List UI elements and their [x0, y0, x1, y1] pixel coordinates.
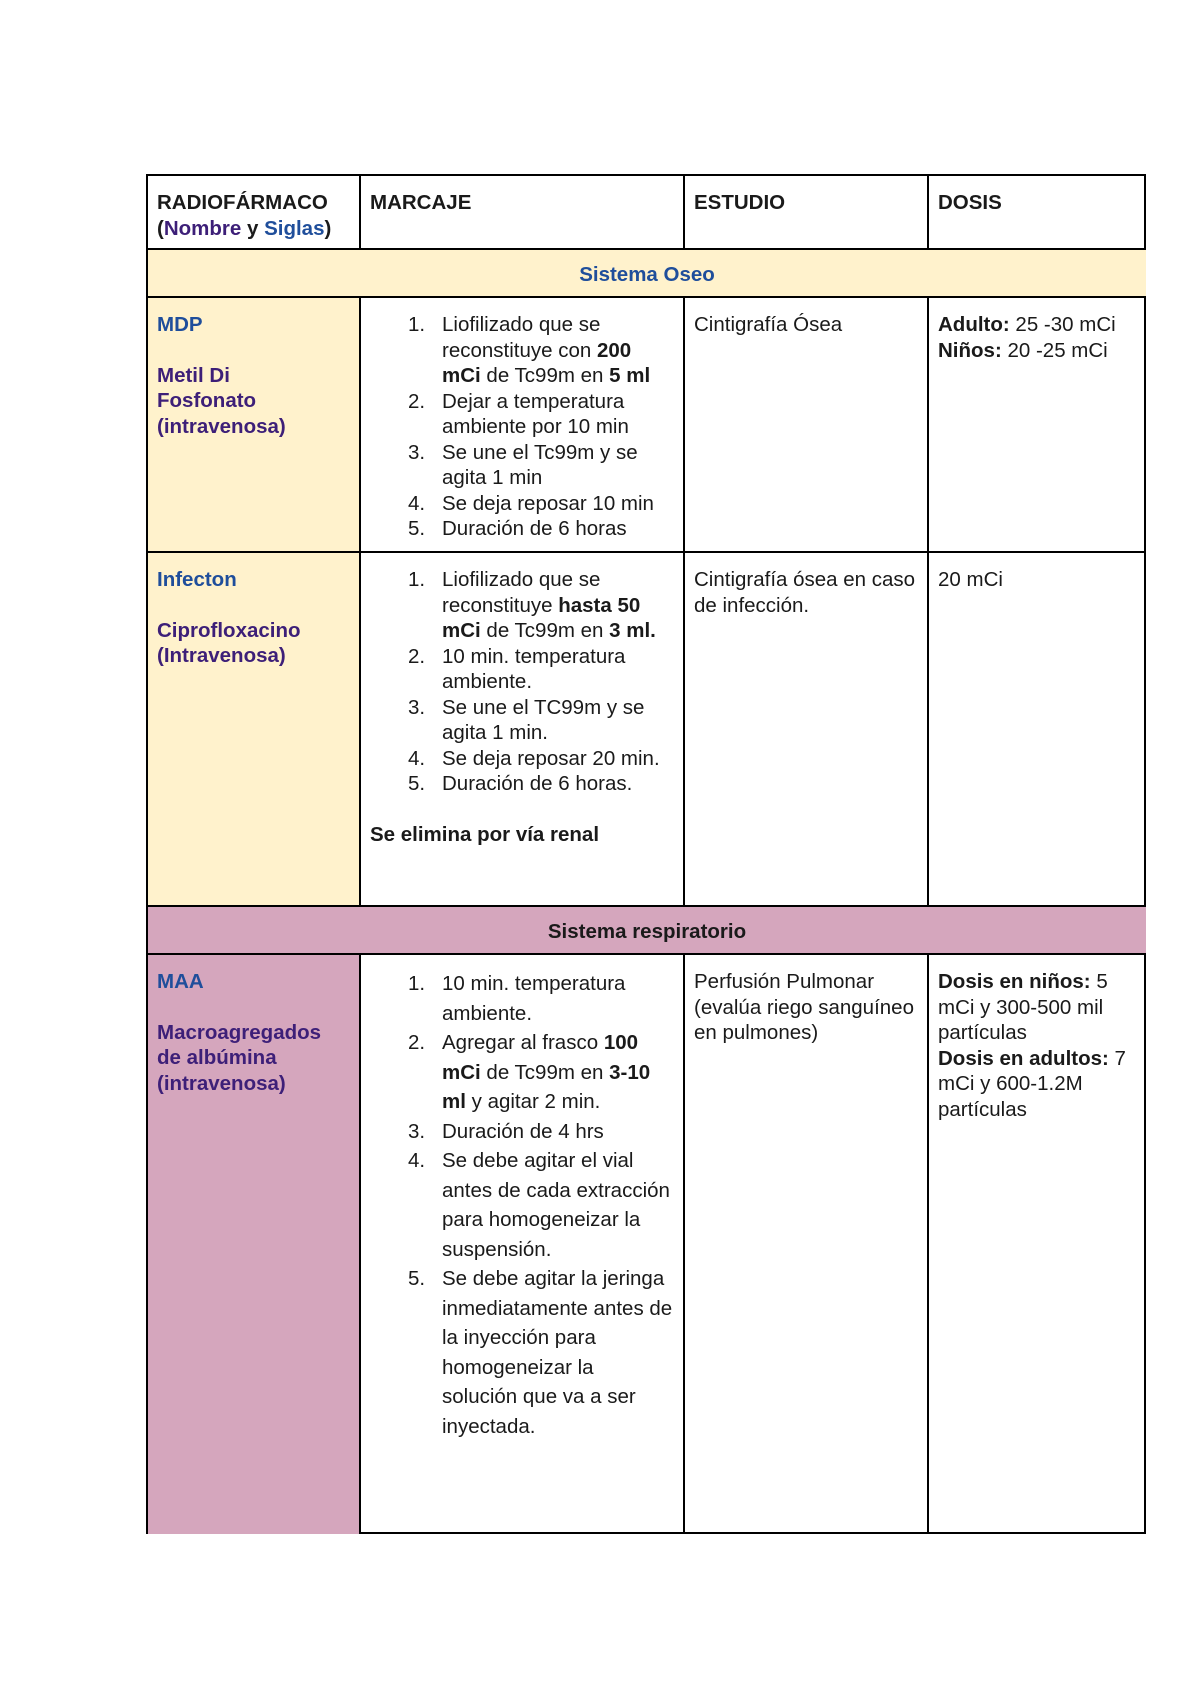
row-mdp-name: Metil Di Fosfonato (intravenosa): [157, 363, 286, 438]
dosis-line: Adulto: 25 -30 mCi: [938, 313, 1116, 336]
header-nombre: Nombre: [163, 216, 242, 240]
list-item: 2. 10 min. temperatura ambiente.: [408, 644, 626, 693]
row-infecton-estudio: Cintigrafía ósea en caso de infección.: [685, 553, 929, 907]
dosis-line: Dosis en adultos: 7 mCi y 600-1.2M partículas: [938, 1046, 1126, 1121]
row-infecton-steps: [370, 567, 674, 797]
row-infecton-sigla: Infecton: [157, 568, 237, 591]
section-title-oseo: Sistema Oseo: [148, 250, 1146, 298]
list-item: 1. Liofilizado que se reconstituye con 200 mCi de Tc99m en 5 ml: [408, 313, 651, 387]
list-item: 3. Se une el Tc99m y se agita 1 min: [408, 440, 638, 489]
paren-close: ): [324, 216, 332, 240]
list-item: 2. Dejar a temperatura ambiente por 10 min: [408, 389, 629, 438]
row-maa-dosis: [929, 955, 1146, 1534]
row-maa-steps: [370, 969, 674, 1441]
row-infecton-marcaje: [361, 553, 685, 907]
list-item: 1. Liofilizado que se reconstituye hasta 50 mCi de Tc99m en 3 ml.: [408, 568, 656, 642]
row-infecton-dosis: 20 mCi: [929, 553, 1146, 907]
row-infecton-name-cell: [148, 553, 361, 907]
row-maa-name-cell: [148, 955, 361, 1534]
header-estudio: ESTUDIO: [685, 176, 929, 250]
list-item: 3. Se une el TC99m y se agita 1 min.: [408, 695, 645, 744]
list-item: 1. 10 min. temperatura ambiente.: [408, 972, 626, 1025]
header-dosis: DOSIS: [929, 176, 1146, 250]
list-item: 5. Duración de 6 horas: [408, 517, 627, 540]
header-radiofarmaco-subtitle: [157, 216, 350, 242]
header-marcaje: MARCAJE: [361, 176, 685, 250]
row-mdp-dosis: [929, 298, 1146, 553]
row-maa-name: Macroagregados de albúmina (intravenosa): [157, 1020, 322, 1095]
row-maa-sigla: MAA: [157, 970, 204, 993]
list-item: 4. Se deja reposar 20 min.: [408, 746, 660, 770]
row-mdp-steps: [370, 312, 674, 542]
row-maa-estudio: Perfusión Pulmonar (evalúa riego sanguíneo en pulmones): [685, 955, 929, 1534]
row-infecton-note: Se elimina por vía renal: [370, 822, 600, 846]
list-item: 3. Duración de 4 hrs: [408, 1119, 604, 1143]
list-item: 4. Se debe agitar el vial antes de cada extracción para homogeneizar la suspensión.: [408, 1149, 670, 1261]
row-mdp-estudio: Cintigrafía Ósea: [685, 298, 929, 553]
header-siglas: Siglas: [264, 216, 325, 240]
dosis-line: Niños: 20 -25 mCi: [938, 338, 1108, 362]
row-infecton-name: Ciprofloxacino (Intravenosa): [157, 618, 301, 667]
header-radiofarmaco-title: RADIOFÁRMACO: [157, 191, 328, 214]
row-mdp-sigla: MDP: [157, 313, 203, 336]
row-mdp-name-cell: [148, 298, 361, 553]
list-item: 4. Se deja reposar 10 min: [408, 491, 654, 515]
section-title-respiratorio: Sistema respiratorio: [148, 907, 1146, 955]
header-y: y: [241, 216, 265, 240]
header-radiofarmaco: [148, 176, 361, 250]
paren-open: (: [157, 216, 164, 240]
list-item: 2. Agregar al frasco 100 mCi de Tc99m en 3-10 ml y agitar 2 min.: [408, 1031, 651, 1113]
radiopharmaceutical-table: [146, 174, 1146, 1534]
dosis-line: Dosis en niños: 5 mCi y 300-500 mil partículas: [938, 970, 1108, 1044]
row-maa-marcaje: [361, 955, 685, 1534]
row-mdp-marcaje: [361, 298, 685, 553]
list-item: 5. Duración de 6 horas.: [408, 772, 633, 795]
list-item: 5. Se debe agitar la jeringa inmediatamente antes de la inyección para homogeneizar la solución que va a ser inyectada.: [408, 1267, 673, 1438]
